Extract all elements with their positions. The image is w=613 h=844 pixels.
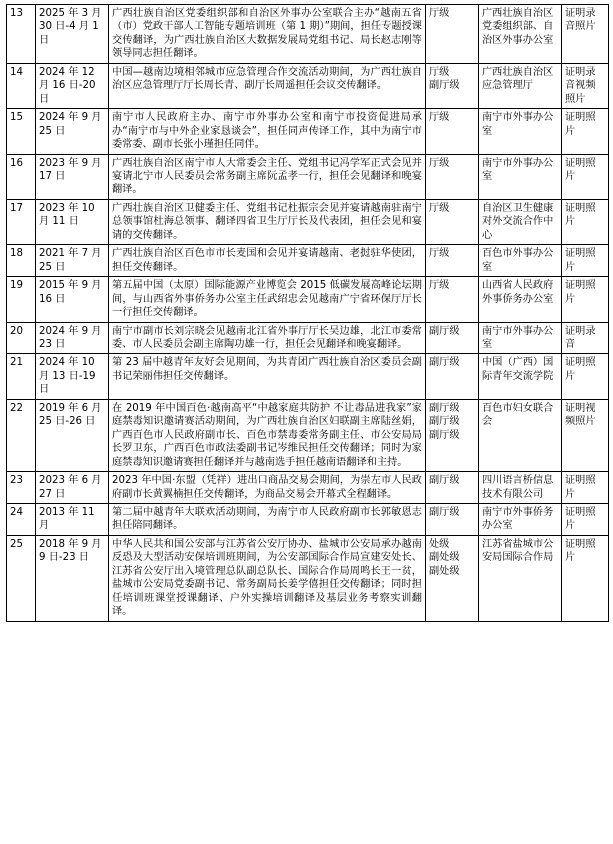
- row-number: 13: [7, 5, 36, 64]
- row-description: 广西壮族自治区百色市市长麦国和会见并宴请越南、老挝驻华使团，担任交传翻译。: [109, 245, 426, 277]
- row-level: 厅级: [426, 245, 479, 277]
- row-proof: 证明照片: [562, 503, 609, 535]
- row-proof: 证明视频照片: [562, 399, 609, 471]
- row-date: 2024 年 9 月 25 日: [36, 109, 109, 154]
- row-organization: 四川语言桥信息技术有限公司: [479, 472, 562, 504]
- row-proof: 证明照片: [562, 277, 609, 322]
- row-description: 广西壮族自治区南宁市人大常委会主任、党组书记冯学军正式会见并宴请北宁市人民委员会常务副主席阮孟孝一行，担任会见翻译和晚宴翻译。: [109, 154, 426, 199]
- table-body: [7, 5, 609, 622]
- row-proof: 证明录音照片: [562, 5, 609, 64]
- row-description: 广西壮族自治区党委组织部和自治区外事办公室联合主办“越南五省（市）党政干部人工智能专题培训班（第 1 期）”期间，担任专题授课交传翻译，为广西壮族自治区大数据发展局党组书记、局长赵志刚等领导同志担任翻译。: [109, 5, 426, 64]
- row-organization: 南宁市外事办公室: [479, 154, 562, 199]
- row-number: 18: [7, 245, 36, 277]
- table-row: [7, 277, 609, 322]
- row-level: 副厅级: [426, 354, 479, 399]
- table-row: [7, 245, 609, 277]
- row-date: 2024 年 9 月 23 日: [36, 322, 109, 354]
- row-organization: 广西壮族自治区应急管理厅: [479, 63, 562, 108]
- row-description: 南宁市人民政府主办、南宁市外事办公室和南宁市投资促进局承办“南宁市与中外企业家恳谈会”，担任同声传译工作，其中为南宁市委常委、副市长张小瑾担任同伴。: [109, 109, 426, 154]
- row-level: 副厅级 副厅级 副厅级: [426, 399, 479, 471]
- row-date: 2019 年 6 月 25 日-26 日: [36, 399, 109, 471]
- table-row: [7, 472, 609, 504]
- row-organization: 南宁市外事侨务办公室: [479, 503, 562, 535]
- row-level: 厅级: [426, 199, 479, 244]
- table-row: [7, 399, 609, 471]
- row-organization: 中国（广西）国际青年交流学院: [479, 354, 562, 399]
- row-number: 24: [7, 503, 36, 535]
- row-description: 中华人民共和国公安部与江苏省公安厅协办、盐城市公安局承办越南反恐及大型活动安保培训班期间，为公安部国际合作局宣建安处长、江苏省公安厅出入境管理总队副总队长、国际合作局周鸣长王一贫，盐城市公安局党委副书记、常务副局长姜学僖担任交传翻译；同时担任培训班课堂授课翻译、户外实操培训翻译及基层业务考察实训翻译。: [109, 535, 426, 621]
- table-row: [7, 535, 609, 621]
- row-organization: 山西省人民政府外事侨务办公室: [479, 277, 562, 322]
- row-date: 2018 年 9 月 9 日-23 日: [36, 535, 109, 621]
- row-proof: 证明录音: [562, 322, 609, 354]
- row-description: 广西壮族自治区卫健委主任、党组书记杜振宗会见并宴请越南驻南宁总领事馆杜海总领事、翻译四省卫生厅厅长及代表团，担任会见和宴请的交传翻译。: [109, 199, 426, 244]
- row-date: 2015 年 9 月 16 日: [36, 277, 109, 322]
- row-level: 厅级: [426, 109, 479, 154]
- table-row: [7, 109, 609, 154]
- row-organization: 南宁市外事办公室: [479, 109, 562, 154]
- row-description: 中国—越南边境相邻城市应急管理合作交流活动期间，为广西壮族自治区应急管理厅厅长周长青、副厅长周遥担任会议交传翻译。: [109, 63, 426, 108]
- row-proof: 证明照片: [562, 109, 609, 154]
- table-row: [7, 199, 609, 244]
- table-row: [7, 354, 609, 399]
- row-number: 23: [7, 472, 36, 504]
- table-row: [7, 63, 609, 108]
- row-number: 21: [7, 354, 36, 399]
- row-description: 2023 年中国·东盟（凭祥）进出口商品交易会期间，为崇左市人民政府副市长黄翼楠担任交传翻译，为商品交易会开幕式全程翻译。: [109, 472, 426, 504]
- row-number: 22: [7, 399, 36, 471]
- row-date: 2023 年 9 月 17 日: [36, 154, 109, 199]
- row-proof: 证明照片: [562, 199, 609, 244]
- row-level: 副厅级: [426, 322, 479, 354]
- row-proof: 证明照片: [562, 535, 609, 621]
- row-number: 14: [7, 63, 36, 108]
- table-row: [7, 5, 609, 64]
- row-date: 2023 年 6 月 27 日: [36, 472, 109, 504]
- row-organization: 百色市外事办公室: [479, 245, 562, 277]
- row-date: 2024 年 12 月 16 日-20 日: [36, 63, 109, 108]
- row-proof: 证明照片: [562, 354, 609, 399]
- row-description: 在 2019 年中国百色·越南高平“中越家庭共防护 不让毒品进我家”家庭禁毒知识邀请赛活动期间，为广西壮族自治区妇联副主席陆丝娟，广西百色市人民政府副市长、百色市禁毒委常务副主任、市公安局局长罗卫东，广西百色市政法委副书记岑维民担任交传翻译；同时为家庭禁毒知识邀请赛担任翻译并与越南选手担任越南语翻译和主持。: [109, 399, 426, 471]
- row-date: 2023 年 10 月 11 日: [36, 199, 109, 244]
- row-proof: 证明录音视频照片: [562, 63, 609, 108]
- row-description: 第五届中国（太原）国际能源产业博览会 2015 低碳发展高峰论坛期间，与山西省外事侨务办公室主任武绍忠会见越南广宁省环保厅厅长一行担任交传翻译。: [109, 277, 426, 322]
- row-organization: 江苏省盐城市公安局国际合作局: [479, 535, 562, 621]
- row-level: 处级 副处级 副处级: [426, 535, 479, 621]
- row-level: 厅级: [426, 5, 479, 64]
- row-number: 25: [7, 535, 36, 621]
- row-level: 厅级: [426, 277, 479, 322]
- table-row: [7, 503, 609, 535]
- row-number: 20: [7, 322, 36, 354]
- row-proof: 证明照片: [562, 472, 609, 504]
- row-level: 副厅级: [426, 503, 479, 535]
- row-organization: 南宁市外事办公室: [479, 322, 562, 354]
- row-organization: 广西壮族自治区党委组织部、自治区外事办公室: [479, 5, 562, 64]
- row-number: 16: [7, 154, 36, 199]
- interpretation-experience-table: [6, 4, 609, 622]
- row-level: 副厅级: [426, 472, 479, 504]
- row-proof: 证明照片: [562, 154, 609, 199]
- row-organization: 百色市妇女联合会: [479, 399, 562, 471]
- row-date: 2024 年 10 月 13 日-19 日: [36, 354, 109, 399]
- row-level: 厅级: [426, 154, 479, 199]
- row-date: 2013 年 11 月: [36, 503, 109, 535]
- row-number: 15: [7, 109, 36, 154]
- table-row: [7, 322, 609, 354]
- row-proof: 证明照片: [562, 245, 609, 277]
- row-organization: 自治区卫生健康对外交流合作中心: [479, 199, 562, 244]
- row-number: 19: [7, 277, 36, 322]
- row-description: 南宁市副市长刘宗晓会见越南北江省外事厅厅长吴边雄，北江市委常委、市人民委员会副主席陶功雄一行，担任会见翻译和晚宴翻译。: [109, 322, 426, 354]
- row-number: 17: [7, 199, 36, 244]
- row-description: 第 23 届中越青年友好会见期间，为共青团广西壮族自治区委员会副书记荣丽伟担任交传翻译。: [109, 354, 426, 399]
- table-row: [7, 154, 609, 199]
- row-level: 厅级 副厅级: [426, 63, 479, 108]
- row-date: 2021 年 7 月 25 日: [36, 245, 109, 277]
- row-description: 第二届中越青年大联欢活动期间，为南宁市人民政府副市长郭敏恩志担任陪同翻译。: [109, 503, 426, 535]
- row-date: 2025 年 3 月 30 日-4 月 1 日: [36, 5, 109, 64]
